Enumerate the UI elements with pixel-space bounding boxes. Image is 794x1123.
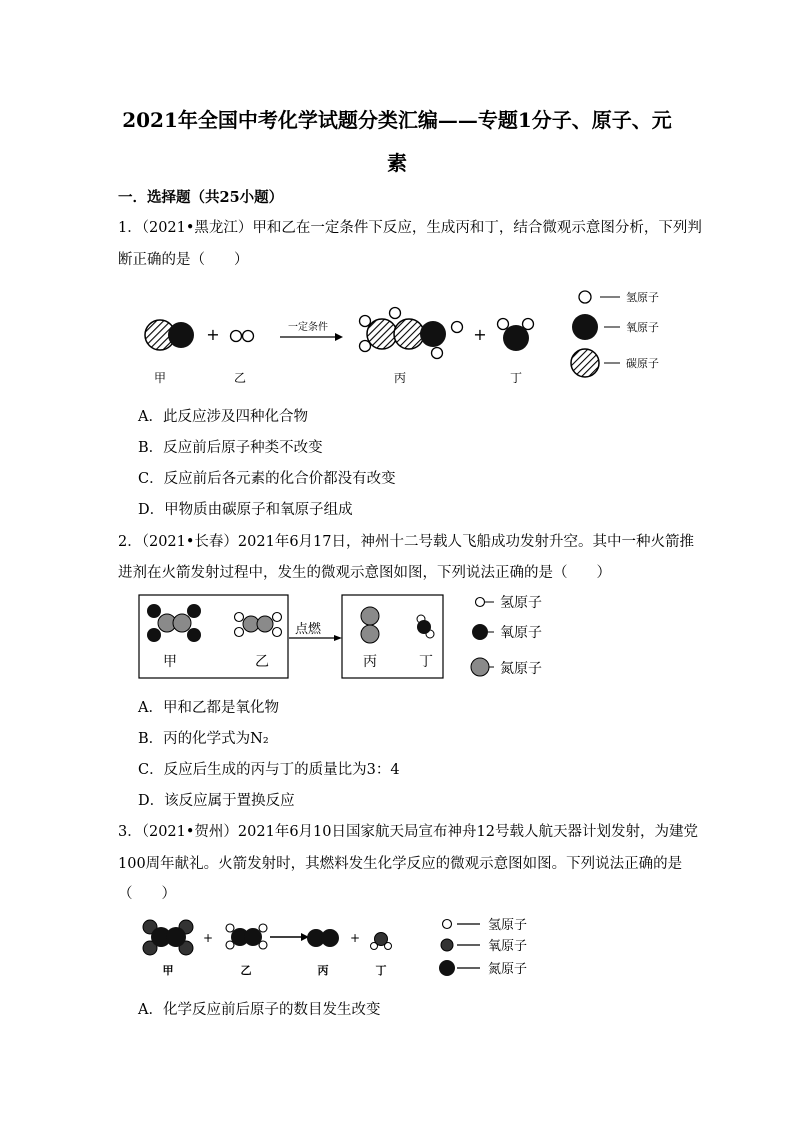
q1-molecule-yi — [231, 331, 254, 342]
q1-label-jia: 甲 — [153, 371, 167, 385]
q2-option-b[interactable]: B．丙的化学式为N₂ — [138, 731, 269, 747]
q1-molecule-jia — [145, 320, 194, 350]
q2-molecule-yi — [235, 613, 282, 637]
page-title-line2: 素 — [387, 151, 407, 175]
q1-option-b[interactable]: B．反应前后原子种类不改变 — [138, 440, 323, 456]
svg-text:+: + — [349, 931, 361, 945]
q3-legend-o: 氧原子 — [488, 939, 528, 954]
q3-legend-n: 氮原子 — [488, 962, 528, 977]
q3-molecule-jia — [143, 920, 193, 955]
q2-option-c[interactable]: C．反应后生成的丙与丁的质量比为3：4 — [138, 762, 400, 778]
q3-legend-h: 氢原子 — [488, 918, 528, 933]
q2-reaction-diagram — [138, 590, 568, 685]
svg-text:+: + — [206, 325, 220, 344]
q3-label-jia: 甲 — [162, 964, 174, 977]
q2-molecule-jia — [147, 604, 201, 642]
q3-stem-line3: （ ） — [118, 886, 176, 902]
q1-molecule-bing — [360, 308, 463, 359]
q1-stem-line1: 1．（2021•黑龙江）甲和乙在一定条件下反应，生成丙和丁，结合微观示意图分析，下列判 — [118, 220, 702, 236]
q2-legend — [471, 595, 542, 677]
q2-label-yi: 乙 — [255, 654, 269, 670]
q2-stem-line1: 2．（2021•长春）2021年6月17日，神州十二号载人飞船成功发射升空。其中一种火箭推 — [118, 534, 695, 550]
q1-reaction-diagram — [130, 283, 690, 393]
q2-stem-line2: 进剂在火箭发射过程中，发生的微观示意图如图，下列说法正确的是（ ） — [118, 565, 611, 581]
svg-text:+: + — [473, 325, 487, 344]
q3-label-bing: 丙 — [317, 964, 329, 977]
q2-legend-o: 氧原子 — [500, 625, 542, 641]
q1-legend — [571, 290, 659, 377]
q2-legend-h: 氢原子 — [500, 595, 542, 611]
q2-molecule-bing — [361, 607, 379, 643]
q3-molecule-ding — [371, 933, 392, 950]
section-heading: 一．选择题（共25小题） — [118, 189, 284, 206]
q1-label-ding: 丁 — [509, 371, 523, 385]
q1-legend-c: 碳原子 — [626, 357, 659, 370]
q3-stem-line1: 3．（2021•贺州）2021年6月10日国家航天局宣布神舟12号载人航天器计划发射，为建党 — [118, 824, 698, 840]
q3-stem-line2: 100周年献礼。火箭发射时，其燃料发生化学反应的微观示意图如图。下列说法正确的是 — [118, 856, 683, 872]
page-title-line1: 2021年全国中考化学试题分类汇编——专题1分子、原子、元 — [122, 108, 672, 132]
q3-label-yi: 乙 — [240, 964, 252, 977]
q1-label-yi: 乙 — [233, 371, 247, 385]
q3-reaction-diagram — [138, 912, 558, 984]
q1-option-a[interactable]: A．此反应涉及四种化合物 — [138, 409, 308, 425]
q1-molecule-ding — [498, 319, 534, 352]
q2-option-a[interactable]: A．甲和乙都是氧化物 — [138, 700, 279, 716]
svg-text:+: + — [202, 931, 214, 945]
q1-option-c[interactable]: C．反应前后各元素的化合价都没有改变 — [138, 471, 396, 487]
q1-legend-o: 氧原子 — [626, 321, 659, 334]
q2-label-ding: 丁 — [419, 654, 433, 670]
q2-label-jia: 甲 — [163, 654, 177, 670]
q3-molecule-yi — [226, 924, 267, 949]
q1-stem-line2: 断正确的是（ ） — [118, 252, 249, 268]
q1-option-d[interactable]: D．甲物质由碳原子和氧原子组成 — [138, 502, 353, 518]
q3-option-a[interactable]: A．化学反应前后原子的数目发生改变 — [138, 1002, 381, 1018]
q2-label-bing: 丙 — [363, 654, 377, 670]
q1-label-bing: 丙 — [393, 371, 407, 385]
q3-legend — [439, 918, 527, 977]
q2-arrow-text: 点燃 — [294, 622, 322, 637]
q1-legend-h: 氢原子 — [626, 291, 659, 304]
q2-legend-n: 氮原子 — [500, 661, 542, 677]
q2-option-d[interactable]: D．该反应属于置换反应 — [138, 793, 295, 809]
q3-label-ding: 丁 — [375, 964, 387, 977]
q3-molecule-bing — [307, 929, 339, 947]
q1-arrow-text: 一定条件 — [288, 322, 328, 333]
q2-molecule-ding — [417, 615, 434, 638]
